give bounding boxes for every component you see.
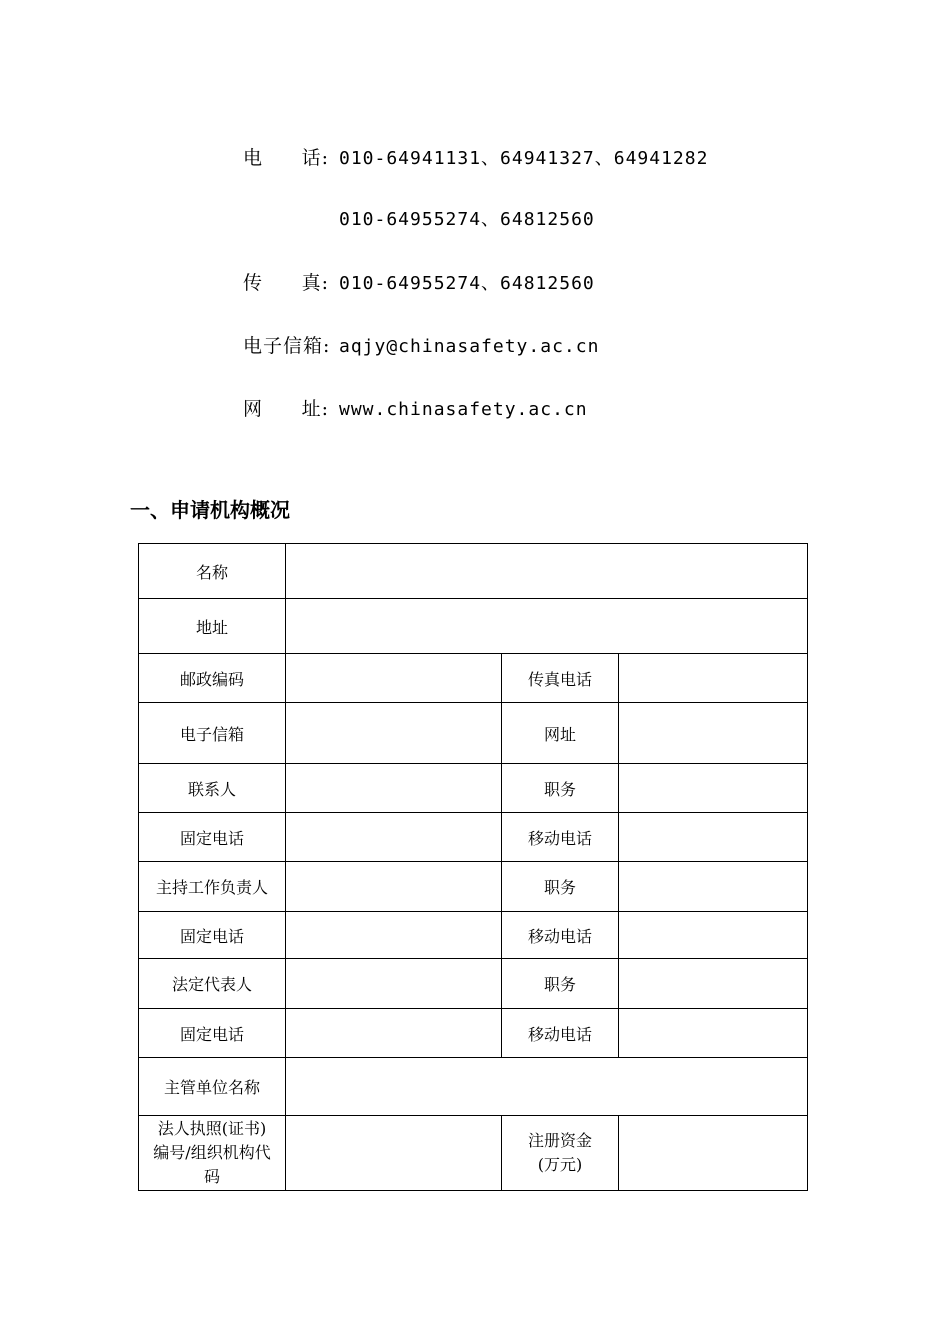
director-landline-label: 固定电话	[139, 912, 286, 959]
postcode-field[interactable]	[286, 654, 502, 703]
director-position-field[interactable]	[619, 862, 808, 912]
email-field[interactable]	[286, 703, 502, 764]
director-field[interactable]	[286, 862, 502, 912]
phone-label-char: 话:	[301, 147, 329, 169]
website-label-char: 址:	[301, 398, 329, 420]
supervisor-field[interactable]	[286, 1058, 808, 1116]
legal-landline-field[interactable]	[286, 1009, 502, 1058]
legal-landline-label: 固定电话	[139, 1009, 286, 1058]
email-label: 电子信箱:	[243, 335, 331, 357]
license-field[interactable]	[286, 1116, 502, 1191]
website-label-char: 网	[243, 398, 264, 420]
phone-line-2	[243, 205, 595, 231]
legal-rep-field[interactable]	[286, 959, 502, 1009]
table-row	[139, 1009, 808, 1058]
contact-position-label: 职务	[502, 764, 619, 813]
license-label-line: 法人执照(证书)	[157, 1119, 267, 1138]
legal-rep-label: 法定代表人	[139, 959, 286, 1009]
table-row	[139, 813, 808, 862]
applicant-info-table	[138, 543, 808, 1191]
address-field[interactable]	[286, 599, 808, 654]
table-row	[139, 764, 808, 813]
director-label: 主持工作负责人	[139, 862, 286, 912]
website-label	[243, 394, 339, 421]
director-landline-field[interactable]	[286, 912, 502, 959]
table-row	[139, 599, 808, 654]
legal-mobile-field[interactable]	[619, 1009, 808, 1058]
table-row	[139, 1116, 808, 1191]
email-line	[243, 331, 599, 358]
fax-line	[243, 268, 595, 295]
table-row	[139, 654, 808, 703]
table-row	[139, 1058, 808, 1116]
fax-value: 010-64955274、64812560	[339, 273, 595, 294]
fax-field[interactable]	[619, 654, 808, 703]
license-label	[139, 1116, 286, 1191]
website-line	[243, 394, 588, 421]
website-value: www.chinasafety.ac.cn	[339, 399, 588, 420]
name-label: 名称	[139, 544, 286, 599]
contact-position-field[interactable]	[619, 764, 808, 813]
fax-label-cell: 传真电话	[502, 654, 619, 703]
postcode-label: 邮政编码	[139, 654, 286, 703]
license-label-line: 编号/组织机构代	[153, 1143, 271, 1162]
contact-landline-field[interactable]	[286, 813, 502, 862]
website-field[interactable]	[619, 703, 808, 764]
phone-label-char: 电	[243, 147, 264, 169]
contact-landline-label: 固定电话	[139, 813, 286, 862]
address-label: 地址	[139, 599, 286, 654]
legal-position-label: 职务	[502, 959, 619, 1009]
table-row	[139, 959, 808, 1009]
phone-value: 010-64941131、64941327、64941282	[339, 148, 709, 169]
email-label-cell: 电子信箱	[139, 703, 286, 764]
name-field[interactable]	[286, 544, 808, 599]
supervisor-label: 主管单位名称	[139, 1058, 286, 1116]
license-label-line: 码	[203, 1167, 220, 1186]
fax-label	[243, 268, 339, 295]
capital-label-line: 注册资金	[527, 1131, 592, 1150]
website-label-cell: 网址	[502, 703, 619, 764]
director-mobile-label: 移动电话	[502, 912, 619, 959]
table-row	[139, 912, 808, 959]
contact-mobile-field[interactable]	[619, 813, 808, 862]
phone-value-2: 010-64955274、64812560	[339, 209, 595, 230]
phone-line	[243, 143, 708, 170]
email-value: aqjy@chinasafety.ac.cn	[339, 336, 600, 357]
contact-person-field[interactable]	[286, 764, 502, 813]
capital-label	[502, 1116, 619, 1191]
legal-position-field[interactable]	[619, 959, 808, 1009]
section-title: 一、申请机构概况	[130, 498, 290, 522]
table-row	[139, 703, 808, 764]
fax-label-char: 真:	[301, 272, 329, 294]
phone-label	[243, 143, 339, 170]
legal-mobile-label: 移动电话	[502, 1009, 619, 1058]
contact-person-label: 联系人	[139, 764, 286, 813]
fax-label-char: 传	[243, 272, 264, 294]
table-row	[139, 862, 808, 912]
director-mobile-field[interactable]	[619, 912, 808, 959]
table-row	[139, 544, 808, 599]
contact-mobile-label: 移动电话	[502, 813, 619, 862]
capital-label-line: (万元)	[537, 1155, 583, 1174]
capital-field[interactable]	[619, 1116, 808, 1191]
director-position-label: 职务	[502, 862, 619, 912]
